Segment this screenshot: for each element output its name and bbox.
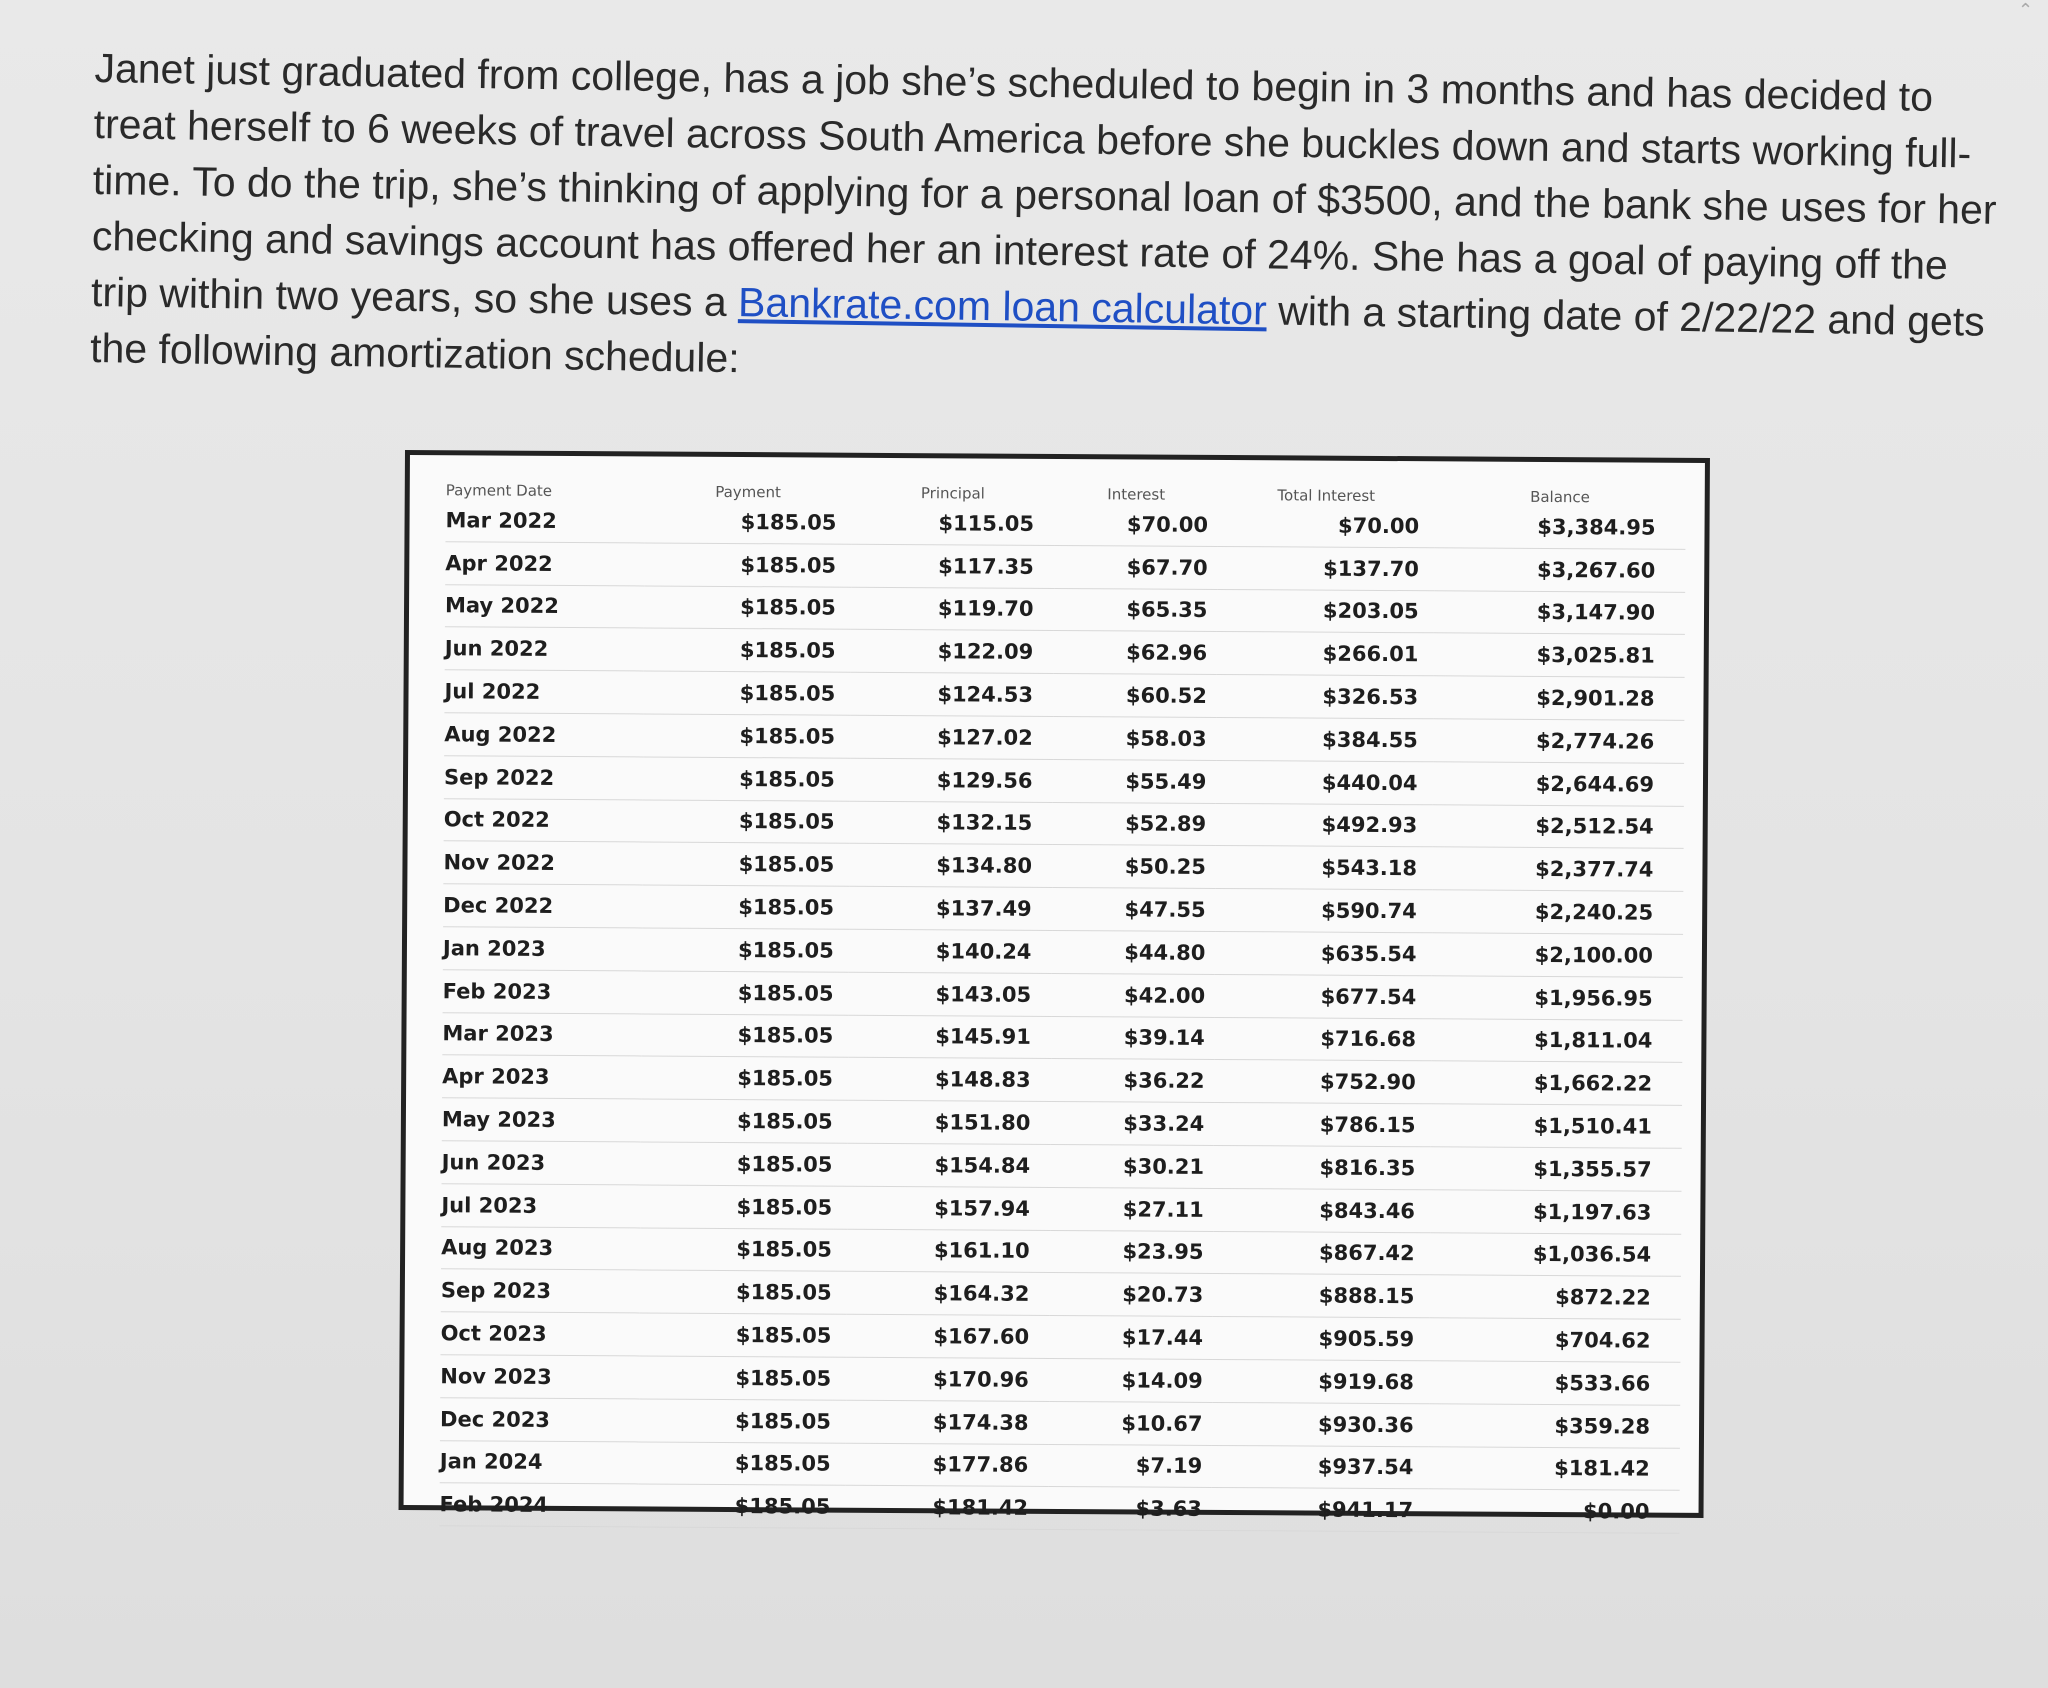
interest-cell: $60.52 — [1053, 674, 1217, 718]
header-interest: Interest — [1107, 485, 1166, 504]
table-body — [439, 499, 1685, 1533]
interest-cell: $36.22 — [1051, 1059, 1215, 1103]
principal-cell: $119.70 — [851, 587, 1054, 631]
payment-date-cell: May 2023 — [442, 1098, 641, 1142]
principal-cell: $181.42 — [845, 1486, 1048, 1530]
table-row — [442, 1055, 1682, 1105]
table-row — [440, 1355, 1680, 1405]
principal-cell: $157.94 — [847, 1186, 1050, 1230]
header-payment: Payment — [715, 482, 781, 502]
payment-date-cell: Jan 2023 — [443, 927, 642, 971]
table-row — [442, 1098, 1682, 1148]
window-corner-icon: ⌃ — [2018, 0, 2034, 20]
interest-cell: $14.09 — [1049, 1358, 1213, 1402]
interest-cell: $67.70 — [1054, 545, 1218, 589]
table-row — [445, 542, 1685, 592]
total-interest-cell: $888.15 — [1213, 1274, 1429, 1318]
problem-statement — [90, 40, 2015, 406]
interest-cell: $58.03 — [1053, 716, 1217, 760]
balance-cell: $1,662.22 — [1431, 1061, 1683, 1105]
payment-date-cell: Feb 2024 — [439, 1483, 638, 1527]
total-interest-cell: $816.35 — [1214, 1145, 1430, 1189]
total-interest-cell: $384.55 — [1217, 717, 1433, 761]
payment-cell: $185.05 — [644, 500, 851, 544]
table-row — [440, 1312, 1680, 1362]
balance-cell: $1,197.63 — [1430, 1190, 1682, 1234]
payment-date-cell: Feb 2023 — [443, 970, 642, 1014]
total-interest-cell: $843.46 — [1214, 1188, 1430, 1232]
principal-cell: $145.91 — [848, 1015, 1051, 1059]
table-row — [440, 1440, 1680, 1490]
table-row — [443, 927, 1683, 977]
total-interest-cell: $867.42 — [1213, 1231, 1429, 1275]
payment-cell: $185.05 — [642, 842, 849, 886]
interest-cell: $70.00 — [1054, 503, 1218, 546]
balance-cell: $2,644.69 — [1432, 762, 1684, 806]
principal-cell: $174.38 — [846, 1400, 1049, 1444]
balance-cell: $3,025.81 — [1433, 633, 1685, 677]
payment-cell: $185.05 — [644, 586, 851, 630]
principal-cell: $129.56 — [850, 758, 1053, 802]
total-interest-cell: $590.74 — [1215, 889, 1431, 933]
balance-cell: $2,512.54 — [1432, 804, 1684, 848]
balance-cell: $1,510.41 — [1430, 1104, 1682, 1148]
total-interest-cell: $203.05 — [1217, 589, 1433, 633]
balance-cell: $0.00 — [1428, 1489, 1680, 1533]
balance-cell: $2,377.74 — [1432, 847, 1684, 891]
principal-cell: $117.35 — [851, 544, 1054, 588]
total-interest-cell: $635.54 — [1215, 931, 1431, 975]
table-row — [441, 1226, 1681, 1276]
table-row — [445, 627, 1685, 677]
table-row — [441, 1269, 1681, 1319]
payment-date-cell: Oct 2023 — [440, 1312, 639, 1356]
payment-cell: $185.05 — [642, 800, 849, 844]
interest-cell: $52.89 — [1052, 802, 1216, 846]
header-total-interest: Total Interest — [1277, 486, 1376, 505]
payment-date-cell: Sep 2022 — [444, 756, 643, 800]
balance-cell: $2,901.28 — [1433, 676, 1685, 720]
total-interest-cell: $70.00 — [1218, 504, 1434, 548]
payment-cell: $185.05 — [640, 1227, 847, 1271]
principal-cell: $127.02 — [850, 715, 1053, 759]
payment-cell: $185.05 — [640, 1142, 847, 1186]
principal-cell: $140.24 — [849, 929, 1052, 973]
payment-date-cell: Jun 2022 — [445, 627, 644, 671]
header-principal: Principal — [920, 484, 985, 503]
payment-date-cell: Jul 2022 — [444, 670, 643, 714]
total-interest-cell: $543.18 — [1216, 846, 1432, 890]
balance-cell: $2,240.25 — [1432, 890, 1684, 934]
amortization-schedule — [399, 450, 1710, 1524]
principal-cell: $154.84 — [847, 1143, 1050, 1187]
table-row — [442, 1141, 1682, 1191]
balance-cell: $1,811.04 — [1431, 1018, 1683, 1062]
principal-cell: $137.49 — [849, 886, 1052, 930]
total-interest-cell: $930.36 — [1212, 1402, 1428, 1446]
table-row — [439, 1483, 1679, 1533]
payment-date-cell: Apr 2023 — [442, 1055, 641, 1099]
total-interest-cell: $919.68 — [1213, 1359, 1429, 1403]
principal-cell: $122.09 — [850, 630, 1053, 674]
interest-cell: $20.73 — [1049, 1273, 1213, 1317]
payment-date-cell: Nov 2022 — [443, 841, 642, 885]
interest-cell: $42.00 — [1051, 973, 1215, 1017]
principal-cell: $167.60 — [846, 1314, 1049, 1358]
balance-cell: $872.22 — [1429, 1275, 1681, 1319]
interest-cell: $7.19 — [1048, 1444, 1212, 1488]
payment-date-cell: Jan 2024 — [440, 1440, 639, 1484]
payment-cell: $185.05 — [641, 1014, 848, 1058]
total-interest-cell: $905.59 — [1213, 1317, 1429, 1361]
total-interest-cell: $941.17 — [1212, 1488, 1428, 1532]
payment-date-cell: Nov 2023 — [440, 1355, 639, 1399]
interest-cell: $65.35 — [1053, 588, 1217, 632]
payment-cell: $185.05 — [639, 1441, 846, 1485]
balance-cell: $704.62 — [1429, 1318, 1681, 1362]
total-interest-cell: $137.70 — [1218, 546, 1434, 590]
total-interest-cell: $326.53 — [1217, 675, 1433, 719]
total-interest-cell: $752.90 — [1214, 1060, 1430, 1104]
total-interest-cell: $786.15 — [1214, 1103, 1430, 1147]
balance-cell: $3,147.90 — [1433, 590, 1685, 634]
payment-date-cell: Sep 2023 — [441, 1269, 640, 1313]
balance-cell: $1,956.95 — [1431, 976, 1683, 1020]
bankrate-calculator-link[interactable]: Bankrate.com loan calculator — [737, 279, 1268, 334]
payment-cell: $185.05 — [639, 1399, 846, 1443]
principal-cell: $143.05 — [848, 972, 1051, 1016]
payment-cell: $185.05 — [641, 1099, 848, 1143]
interest-cell: $17.44 — [1049, 1316, 1213, 1360]
interest-cell: $30.21 — [1050, 1144, 1214, 1188]
payment-cell: $185.05 — [643, 714, 850, 758]
table-row — [442, 1012, 1682, 1062]
interest-cell: $50.25 — [1052, 845, 1216, 889]
payment-cell: $185.05 — [642, 928, 849, 972]
total-interest-cell: $492.93 — [1216, 803, 1432, 847]
total-interest-cell: $440.04 — [1216, 760, 1432, 804]
table-row — [444, 713, 1684, 763]
table-row — [444, 670, 1684, 720]
total-interest-cell: $937.54 — [1212, 1445, 1428, 1489]
balance-cell: $3,267.60 — [1434, 548, 1686, 592]
table-row — [445, 584, 1685, 634]
principal-cell: $170.96 — [846, 1357, 1049, 1401]
payment-cell: $185.05 — [643, 671, 850, 715]
payment-cell: $185.05 — [639, 1356, 846, 1400]
balance-cell: $2,774.26 — [1433, 719, 1685, 763]
principal-cell: $134.80 — [849, 844, 1052, 888]
balance-cell: $181.42 — [1428, 1446, 1680, 1490]
principal-cell: $151.80 — [848, 1100, 1051, 1144]
principal-cell: $177.86 — [845, 1443, 1048, 1487]
interest-cell: $44.80 — [1051, 930, 1215, 974]
intro-text-after: with a starting date of 2/22/22 and gets the following amortization schedule: — [89, 287, 1986, 382]
table-row — [443, 970, 1683, 1020]
interest-cell: $55.49 — [1052, 759, 1216, 803]
table-row — [444, 798, 1684, 848]
payment-cell: $185.05 — [638, 1484, 845, 1528]
payment-cell: $185.05 — [639, 1313, 846, 1357]
interest-cell: $62.96 — [1053, 631, 1217, 675]
payment-date-cell: Mar 2023 — [442, 1012, 641, 1056]
payment-cell: $185.05 — [644, 543, 851, 587]
total-interest-cell: $266.01 — [1217, 632, 1433, 676]
balance-cell: $2,100.00 — [1431, 933, 1683, 977]
payment-cell: $185.05 — [641, 971, 848, 1015]
principal-cell: $132.15 — [849, 801, 1052, 845]
table-row — [441, 1183, 1681, 1233]
table-row — [444, 756, 1684, 806]
principal-cell: $161.10 — [847, 1229, 1050, 1273]
header-payment-date: Payment Date — [445, 481, 553, 500]
payment-date-cell: Dec 2023 — [440, 1397, 639, 1441]
principal-cell: $124.53 — [850, 672, 1053, 716]
payment-cell: $185.05 — [642, 885, 849, 929]
total-interest-cell: $716.68 — [1215, 1017, 1431, 1061]
payment-date-cell: Jun 2023 — [442, 1141, 641, 1185]
payment-date-cell: May 2022 — [445, 584, 644, 628]
interest-cell: $39.14 — [1051, 1016, 1215, 1060]
principal-cell: $148.83 — [848, 1058, 1051, 1102]
table-row — [443, 884, 1683, 934]
table-row — [443, 841, 1683, 891]
interest-cell: $33.24 — [1050, 1102, 1214, 1146]
payment-date-cell: Oct 2022 — [444, 798, 643, 842]
principal-cell: $115.05 — [851, 502, 1054, 546]
balance-cell: $1,355.57 — [1430, 1147, 1682, 1191]
payment-cell: $185.05 — [644, 628, 851, 672]
table-row — [440, 1397, 1680, 1447]
payment-cell: $185.05 — [640, 1270, 847, 1314]
balance-cell: $359.28 — [1429, 1404, 1681, 1448]
interest-cell: $3.63 — [1048, 1487, 1212, 1531]
balance-cell: $1,036.54 — [1430, 1232, 1682, 1276]
header-balance: Balance — [1530, 487, 1590, 507]
amortization-table — [439, 469, 1685, 1534]
principal-cell: $164.32 — [847, 1272, 1050, 1316]
interest-cell: $47.55 — [1052, 888, 1216, 932]
table-row — [445, 499, 1685, 549]
payment-cell: $185.05 — [641, 1056, 848, 1100]
interest-cell: $10.67 — [1048, 1401, 1212, 1445]
interest-cell: $23.95 — [1050, 1230, 1214, 1274]
payment-date-cell: Dec 2022 — [443, 884, 642, 928]
intro-text: Janet just graduated from college, has a job she’s scheduled to begin in 3 months and has decided to treat herself to 6 weeks of travel across South America before she buckles down and starts working full-time. To do the trip, she’s thinking of applying for a personal loan of $3500, and the bank she uses for her checking and savings account has offered her an interest rate of 24%. She has a goal of paying off the trip within two years, so she uses a — [90, 44, 1997, 325]
payment-date-cell: Aug 2023 — [441, 1226, 640, 1270]
payment-date-cell: Mar 2022 — [445, 499, 644, 543]
balance-cell: $3,384.95 — [1434, 505, 1686, 549]
payment-date-cell: Apr 2022 — [445, 542, 644, 586]
payment-date-cell: Aug 2022 — [444, 713, 643, 757]
payment-date-cell: Jul 2023 — [441, 1183, 640, 1227]
interest-cell: $27.11 — [1050, 1187, 1214, 1231]
balance-cell: $533.66 — [1429, 1361, 1681, 1405]
total-interest-cell: $677.54 — [1215, 974, 1431, 1018]
payment-cell: $185.05 — [640, 1185, 847, 1229]
payment-cell: $185.05 — [643, 757, 850, 801]
